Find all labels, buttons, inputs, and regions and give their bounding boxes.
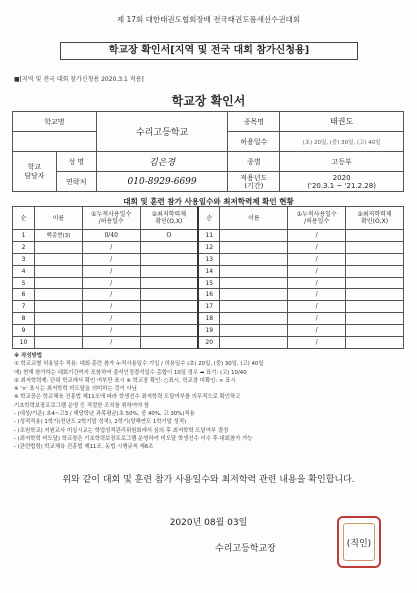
record-no: 18: [198, 313, 220, 325]
record-days: /: [82, 253, 140, 265]
record-no: 10: [13, 337, 35, 349]
record-days: /: [82, 325, 140, 337]
form-note: ■[지역 및 전국 대회 참가신청용 2020.3.1 적용]: [14, 76, 144, 83]
record-check: [346, 253, 404, 265]
header-days-2: ①누적사용일수 /허용일수: [288, 207, 346, 230]
record-check: [140, 253, 198, 265]
note-line: 에) 현재 참가하는 대회기간까지 포함하여 출석인정결석일수 총합이 10일 경우 ➡ 표기: (고) 10/40: [14, 369, 247, 376]
record-name: [34, 277, 82, 289]
record-days: /: [82, 337, 140, 349]
record-days: /: [288, 253, 346, 265]
table-row: [13, 230, 404, 242]
event-value: 태권도: [280, 112, 404, 132]
record-no: 19: [198, 325, 220, 337]
period-value: [280, 172, 404, 192]
record-no: 12: [198, 241, 220, 253]
header-check: ②최저학력제 확인(O,X): [140, 207, 198, 230]
record-no: 8: [13, 313, 35, 325]
table-row: [13, 289, 404, 301]
period-label: 적용년도 (기간): [228, 172, 280, 192]
seal-label: (직인): [343, 523, 375, 561]
record-check: [140, 277, 198, 289]
record-check: [346, 241, 404, 253]
document-title: 학교장 확인서: [171, 94, 246, 108]
table-row: [13, 301, 404, 313]
note-line: ※ 학교장은 학교체육 진흥법 제11조에 따라 학생선수 최저학력 도달여부를 의무적으로 확인하고: [14, 394, 241, 401]
record-days: /: [82, 289, 140, 301]
name-label: 성 명: [56, 152, 96, 172]
record-name: [34, 289, 82, 301]
record-no: 16: [198, 289, 220, 301]
record-name: [220, 313, 288, 325]
record-name: [34, 337, 82, 349]
record-no: 13: [198, 253, 220, 265]
record-check: O: [140, 230, 198, 242]
period-year: 2020: [332, 173, 351, 182]
record-name: [220, 289, 288, 301]
info-table: [12, 111, 404, 192]
record-no: 2: [13, 241, 35, 253]
record-check: [140, 313, 198, 325]
record-check: [140, 265, 198, 277]
contact-label: 연락처: [56, 172, 96, 192]
record-no: 7: [13, 301, 35, 313]
record-days: /: [288, 325, 346, 337]
header-name-2: 이름: [220, 207, 288, 230]
table-row: [13, 265, 404, 277]
school-name: 수리고등학교: [96, 112, 228, 152]
record-no: 11: [198, 230, 220, 242]
record-check: [346, 313, 404, 325]
note-line: 기초학력보장프로그램 운영 등 적절한 조치를 취하여야 함: [14, 402, 150, 409]
record-name: [220, 337, 288, 349]
document-date: 2020년 08월 03일: [169, 518, 248, 528]
header-no-2: 순: [198, 207, 220, 230]
allowed-days-value: (초) 20일, (중) 30일, (고) 40일: [280, 132, 404, 152]
record-check: [346, 325, 404, 337]
record-no: 4: [13, 265, 35, 277]
header-days: ①누적사용일수 /허용일수: [82, 207, 140, 230]
record-name: [220, 265, 288, 277]
staff-label: 학교 담당자: [13, 152, 57, 192]
records-table: [12, 206, 404, 349]
principal-signature: 수리고등학교장: [215, 544, 276, 554]
staff-name: 김은경: [96, 152, 228, 172]
records-body: [13, 230, 404, 349]
record-no: 6: [13, 289, 35, 301]
record-days: /: [82, 265, 140, 277]
record-check: [140, 241, 198, 253]
note-line: - (최저학력 미도달) 학교장은 기초학력보장프로그램 운영하여 미도달 학생선수 이수 후 대회참가 가능: [14, 435, 253, 442]
record-no: 3: [13, 253, 35, 265]
record-check: [346, 230, 404, 242]
official-seal: [337, 516, 381, 568]
record-name: [220, 253, 288, 265]
competition-header: 제 17회 대한태권도협회장배 전국태권도품새선수권대회: [116, 15, 301, 24]
table-row: [13, 241, 404, 253]
notes: [14, 352, 406, 452]
record-days: /: [288, 241, 346, 253]
record-name: [34, 241, 82, 253]
record-check: [346, 277, 404, 289]
record-days: /: [288, 230, 346, 242]
record-days: /: [82, 301, 140, 313]
record-name: [220, 325, 288, 337]
record-days: /: [288, 277, 346, 289]
record-check: [140, 289, 198, 301]
record-name: [34, 313, 82, 325]
record-check: [140, 325, 198, 337]
period-range: ('20.3.1 ~ '21.2.28): [307, 181, 376, 190]
confirmation-text: 위와 같이 대회 및 훈련 참가 사용일수와 최저학력 관련 내용을 확인합니다.: [62, 475, 355, 485]
header-name: 이름: [34, 207, 82, 230]
record-days: /: [82, 241, 140, 253]
record-check: [346, 337, 404, 349]
header-no: 순: [13, 207, 35, 230]
record-no: 14: [198, 265, 220, 277]
record-days: /: [82, 313, 140, 325]
record-name: [220, 277, 288, 289]
record-name: [34, 301, 82, 313]
allowed-days-label: 허용일수: [228, 132, 280, 152]
record-days: /: [288, 313, 346, 325]
record-check: [346, 265, 404, 277]
record-name: [34, 325, 82, 337]
table-row: [13, 253, 404, 265]
record-check: [346, 301, 404, 313]
header-check-2: ②최저학력제 확인(O,X): [346, 207, 404, 230]
table-row: [13, 277, 404, 289]
note-line: ② 최저학력제: 단위 학교에서 확인 여부만 표시 ※ 학교장 확인: ○표시, 학교장 미확인: × 표시: [14, 377, 236, 384]
record-days: /: [288, 337, 346, 349]
category-value: 고등부: [280, 152, 404, 172]
section-title: 대회 및 훈련 참가 사용일수와 최저학력제 확인 현황: [123, 197, 294, 206]
record-days: /: [288, 265, 346, 277]
record-days: /: [288, 301, 346, 313]
record-days: /: [82, 277, 140, 289]
note-line: ※ '×' 표시는 최저학력 미도달을 의미하는 것이 아님: [14, 386, 137, 393]
category-label: 종별: [228, 152, 280, 172]
table-row: [13, 337, 404, 349]
record-name: [34, 253, 82, 265]
record-no: 20: [198, 337, 220, 349]
record-name: 백종현(3): [34, 230, 82, 242]
note-line: - (성적적용) 1학기(전년도 2학기말 성적), 2학기(당해연도 1학기말 성적): [14, 419, 187, 426]
note-line: ① 학교교별 허용일수 적용: 대회·훈련 참가 누적사용일수 기입 / 허용일수 (초) 20일, (중) 30일, (고) 40일: [14, 361, 264, 368]
record-days: /: [288, 289, 346, 301]
note-line: - (조원학교) 지원교사 미실시교는 학업성적관리위원회에서 심의 후 최저학력 도달여부 결정: [14, 427, 229, 434]
record-no: 15: [198, 277, 220, 289]
table-row: [13, 313, 404, 325]
record-no: 17: [198, 301, 220, 313]
record-check: [140, 301, 198, 313]
record-name: [220, 301, 288, 313]
record-no: 9: [13, 325, 35, 337]
record-check: [140, 337, 198, 349]
form-title: 학교장 확인서[지역 및 전국 대회 참가신청용]: [60, 42, 358, 60]
note-line: ※ 작성방법: [14, 353, 42, 359]
record-days: 0/40: [82, 230, 140, 242]
contact-value: 010-8929-6699: [96, 172, 228, 192]
record-name: [220, 241, 288, 253]
record-name: [34, 265, 82, 277]
record-no: 5: [13, 277, 35, 289]
note-line: - (대상/기준) 초4~고3 / 해당학년 과목평균(초 50%, 중 40%, 고 30%)적용: [14, 411, 195, 418]
record-check: [346, 289, 404, 301]
table-row: [13, 325, 404, 337]
record-name: [220, 230, 288, 242]
note-line: - (관련법령) 학교체육 진흥법 제11조, 동법 시행규칙 제6조: [14, 444, 154, 451]
record-no: 1: [13, 230, 35, 242]
school-label: 학교명: [13, 112, 97, 132]
event-label: 종목명: [228, 112, 280, 132]
